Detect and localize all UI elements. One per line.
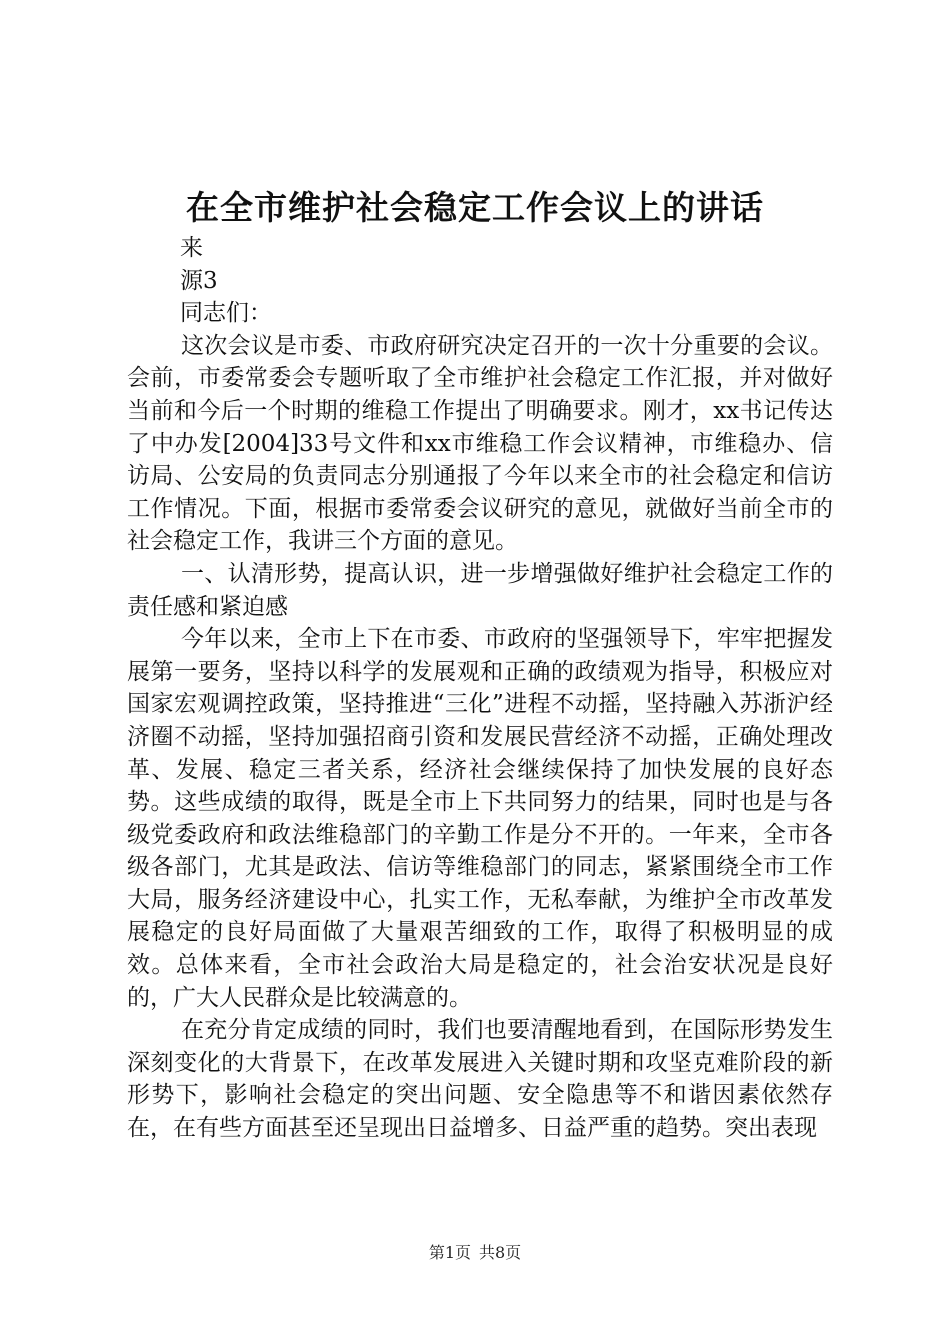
- document-body: [127, 232, 833, 1145]
- paragraph-challenges: 在充分肯定成绩的同时，我们也要清醒地看到，在国际形势发生深刻变化的大背景下，在改革发展进入关键时期和攻坚克难阶段的新形势下，影响社会稳定的突出问题、安全隐患等不和谐因素依然存在，在有些方面甚至还呈现出日益增多、日益严重的趋势。突出表现: [127, 1017, 833, 1142]
- source-label-line2: 源3: [180, 267, 218, 294]
- document-title: 在全市维护社会稳定工作会议上的讲话: [186, 188, 764, 227]
- paragraph-intro: 这次会议是市委、市政府研究决定召开的一次十分重要的会议。会前，市委常委会专题听取了全市维护社会稳定工作汇报，并对做好当前和今后一个时期的维稳工作提出了明确要求。刚才，xx书记传达了中办发[2004]33号文件和xx市维稳工作会议精神，市维稳办、信访局、公安局的负责同志分别通报了今年以来全市的社会稳定和信访工作情况。下面，根据市委常委会议研究的意见，就做好当前全市的社会稳定工作，我讲三个方面的意见。: [127, 332, 833, 555]
- salutation: 同志们：: [180, 300, 272, 327]
- page-footer: [0, 1241, 950, 1265]
- source-label-line1: 来: [180, 235, 203, 261]
- page-number: 第1页: [428, 1243, 471, 1262]
- section-heading-1: 一、认清形势，提高认识，进一步增强做好维护社会稳定工作的责任感和紧迫感: [127, 560, 833, 620]
- page-total: 共8页: [479, 1243, 522, 1262]
- paragraph-achievements: 今年以来，全市上下在市委、市政府的坚强领导下，牢牢把握发展第一要务，坚持以科学的发展观和正确的政绩观为指导，积极应对国家宏观调控政策，坚持推进“三化”进程不动摇，坚持融入苏浙沪经济圈不动摇，坚持加强招商引资和发展民营经济不动摇，正确处理改革、发展、稳定三者关系，经济社会继续保持了加快发展的良好态势。这些成绩的取得，既是全市上下共同努力的结果，同时也是与各级党委政府和政法维稳部门的辛勤工作是分不开的。一年来，全市各级各部门，尤其是政法、信访等维稳部门的同志，紧紧围绕全市工作大局，服务经济建设中心，扎实工作，无私奉献，为维护全市改革发展稳定的良好局面做了大量艰苦细致的工作，取得了积极明显的成效。总体来看，全市社会政治大局是稳定的，社会治安状况是良好的，广大人民群众是比较满意的。: [127, 626, 833, 1011]
